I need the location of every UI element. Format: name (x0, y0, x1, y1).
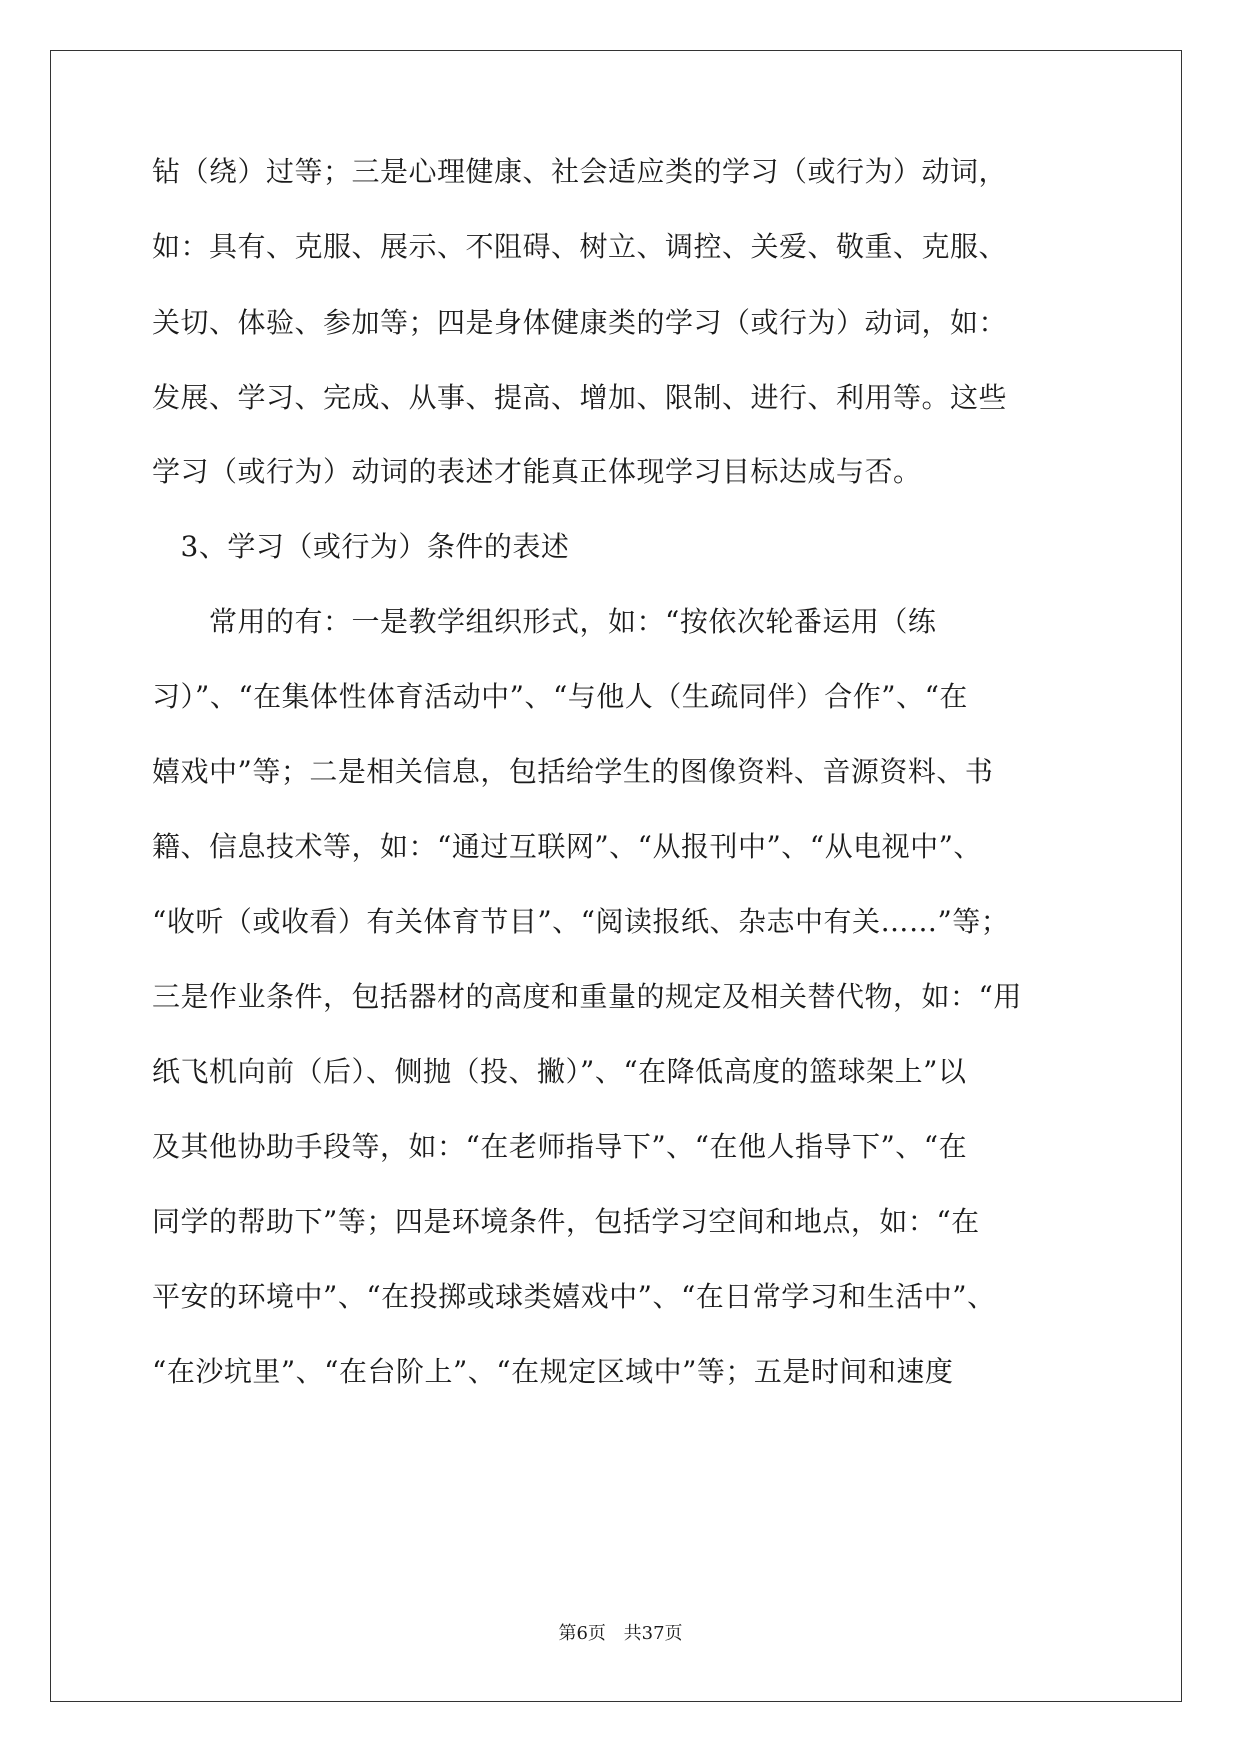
text-line: 发展、学习、完成、从事、提高、增加、限制、进行、利用等。这些 (152, 381, 1008, 414)
text-line: 平安的环境中”、“在投掷或球类嬉戏中”、“在日常学习和生活中”、 (152, 1280, 996, 1313)
text-line: 同学的帮助下”等；四是环境条件，包括学习空间和地点，如：“在 (152, 1205, 980, 1238)
text-line: 习）”、“在集体性体育活动中”、“与他人（生疏同伴）合作”、“在 (152, 680, 968, 713)
text-line: 关切、体验、参加等；四是身体健康类的学习（或行为）动词，如： (152, 306, 1008, 339)
text-line: 常用的有：一是教学组织形式，如：“按依次轮番运用（练 (152, 605, 937, 638)
page-border (50, 50, 1182, 1702)
text-line: 纸飞机向前（后）、侧抛（投、撇）”、“在降低高度的篮球架上”以 (152, 1055, 967, 1088)
text-line: 如：具有、克服、展示、不阻碍、树立、调控、关爱、敬重、克服、 (152, 230, 1008, 263)
text-line: 三是作业条件，包括器材的高度和重量的规定及相关替代物，如：“用 (152, 980, 1022, 1013)
text-line: “收听（或收看）有关体育节目”、“阅读报纸、杂志中有关……”等； (152, 905, 1010, 938)
text-line: 学习（或行为）动词的表述才能真正体现学习目标达成与否。 (152, 455, 922, 488)
text-line: 嬉戏中”等；二是相关信息，包括给学生的图像资料、音源资料、书 (152, 755, 994, 788)
page-total: 共37页 (623, 1623, 683, 1644)
text-line: “在沙坑里”、“在台阶上”、“在规定区域中”等；五是时间和速度 (152, 1355, 954, 1388)
text-line: 钻（绕）过等；三是心理健康、社会适应类的学习（或行为）动词， (152, 155, 1008, 188)
page-footer (0, 1622, 1241, 1646)
page-number: 第6页 (558, 1623, 606, 1644)
section-heading: 3、学习（或行为）条件的表述 (152, 530, 570, 563)
text-line: 及其他协助手段等，如：“在老师指导下”、“在他人指导下”、“在 (152, 1130, 968, 1163)
text-line: 籍、信息技术等，如：“通过互联网”、“从报刊中”、“从电视中”、 (152, 830, 982, 863)
